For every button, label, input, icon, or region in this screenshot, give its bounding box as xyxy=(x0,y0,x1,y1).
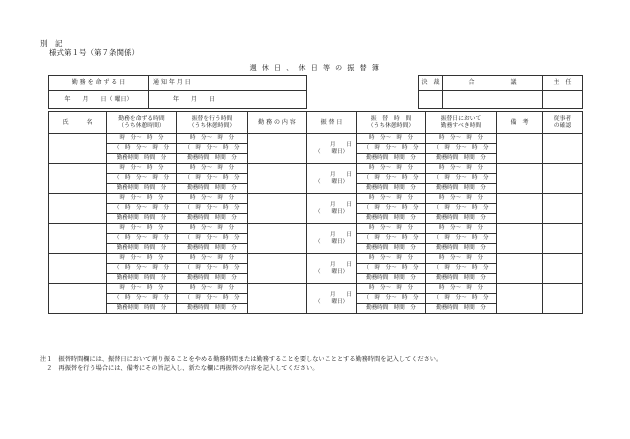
note-2: ２ 再振替を行う場合には、備考にその旨記入し、新たな欄に再振替の内容を記入してください。 xyxy=(40,365,319,372)
transfer-hours-column-header: 振替を行う時間 （うち休憩時間） xyxy=(177,112,248,134)
transfer-period-time-range[interactable]: 時 分～ 時 分 xyxy=(357,164,426,174)
order-time-range[interactable]: 時 分～ 時 分 xyxy=(107,254,177,264)
scheduled-time-range[interactable]: 時 分～ 時 分 xyxy=(426,194,497,204)
scheduled-work-time[interactable]: 勤務時間 時間 分 xyxy=(426,274,497,284)
scheduled-time-range[interactable]: 時 分～ 時 分 xyxy=(426,254,497,264)
order-date-field[interactable]: 年 月 日（ 曜日） xyxy=(49,91,149,109)
transfer-period-break-range[interactable]: （ 時 分～ 時 分 xyxy=(357,264,426,274)
scheduled-time-range[interactable]: 時 分～ 時 分 xyxy=(426,164,497,174)
transfer-work-time[interactable]: 勤務時間 時間 分 xyxy=(177,274,248,284)
consult-label: 合 議 xyxy=(443,76,543,91)
transfer-time-column-header: 振 替 時 間 （うち休憩時間） xyxy=(357,112,426,134)
order-work-time[interactable]: 勤務時間 時間 分 xyxy=(107,244,177,254)
transfer-time-range[interactable]: 時 分～ 時 分 xyxy=(177,254,248,264)
transfer-work-time[interactable]: 勤務時間 時間 分 xyxy=(177,184,248,194)
scheduled-work-time[interactable]: 勤務時間 時間 分 xyxy=(426,244,497,254)
transfer-day-date: 月 日 xyxy=(329,142,352,148)
work-content-column-header: 勤 務 の 内 容 xyxy=(248,112,307,134)
transfer-day-date: 月 日 xyxy=(329,232,352,238)
transfer-period-break-range[interactable]: （ 時 分～ 時 分 xyxy=(357,294,426,304)
transfer-day-cell[interactable] xyxy=(307,224,357,254)
consult-stamp-cell[interactable] xyxy=(443,91,543,109)
transfer-day-date: 月 日 xyxy=(329,262,352,268)
transfer-period-work-time[interactable]: 勤務時間 時間 分 xyxy=(357,154,426,164)
entry-row xyxy=(49,284,583,294)
annex-label: 別 記 xyxy=(40,39,63,48)
transfer-work-time[interactable]: 勤務時間 時間 分 xyxy=(177,244,248,254)
transfer-time-range[interactable]: 時 分～ 時 分 xyxy=(177,194,248,204)
order-break-range[interactable]: （ 時 分～ 時 分 xyxy=(107,204,177,214)
transfer-break-range[interactable]: （ 時 分～ 時 分 xyxy=(177,204,248,214)
entry-row xyxy=(49,164,583,174)
transfer-day-cell[interactable] xyxy=(307,134,357,164)
transfer-period-time-range[interactable]: 時 分～ 時 分 xyxy=(357,134,426,144)
transfer-day-date: 月 日 xyxy=(329,172,352,178)
approval-table xyxy=(418,75,583,109)
name-cell[interactable] xyxy=(49,194,107,224)
remarks-cell[interactable] xyxy=(497,164,543,194)
order-work-time[interactable]: 勤務時間 時間 分 xyxy=(107,304,177,314)
transfer-day-weekday: （ 曜日） xyxy=(314,178,348,185)
work-content-cell[interactable] xyxy=(248,194,307,224)
order-time-range[interactable]: 時 分～ 時 分 xyxy=(107,284,177,294)
transfer-period-break-range[interactable]: （ 時 分～ 時 分 xyxy=(357,144,426,154)
order-header-table xyxy=(48,75,307,109)
remarks-column-header: 備 考 xyxy=(497,112,543,134)
order-break-range[interactable]: （ 時 分～ 時 分 xyxy=(107,294,177,304)
transfer-period-break-range[interactable]: （ 時 分～ 時 分 xyxy=(357,234,426,244)
transfer-day-cell[interactable] xyxy=(307,194,357,224)
remarks-cell[interactable] xyxy=(497,224,543,254)
remarks-cell[interactable] xyxy=(497,194,543,224)
scheduled-time-range[interactable]: 時 分～ 時 分 xyxy=(426,224,497,234)
transfer-day-cell[interactable] xyxy=(307,284,357,314)
transfer-break-range[interactable]: （ 時 分～ 時 分 xyxy=(177,294,248,304)
scheduled-break-range[interactable]: （ 時 分～ 時 分 xyxy=(426,174,497,184)
name-cell[interactable] xyxy=(49,284,107,314)
order-work-time[interactable]: 勤務時間 時間 分 xyxy=(107,154,177,164)
notice-date-header: 通 知 年 月 日 xyxy=(149,76,307,91)
transfer-time-range[interactable]: 時 分～ 時 分 xyxy=(177,134,248,144)
transfer-break-range[interactable]: （ 時 分～ 時 分 xyxy=(177,174,248,184)
transfer-day-date: 月 日 xyxy=(329,202,352,208)
name-cell[interactable] xyxy=(49,254,107,284)
transfer-day-column-header: 振 替 日 xyxy=(307,112,357,134)
header-row xyxy=(49,112,583,134)
entry-row xyxy=(49,134,583,144)
name-column-header: 氏 名 xyxy=(49,112,107,134)
form-number-label: 様式第１号（第７条関係） xyxy=(49,48,139,57)
approval-stamp-cell[interactable] xyxy=(419,91,443,109)
remarks-cell[interactable] xyxy=(497,254,543,284)
scheduled-work-time[interactable]: 勤務時間 時間 分 xyxy=(426,214,497,224)
transfer-day-weekday: （ 曜日） xyxy=(314,148,348,155)
notice-date-field[interactable]: 年 月 日 xyxy=(149,91,307,109)
order-time-range[interactable]: 時 分～ 時 分 xyxy=(107,194,177,204)
chief-stamp-cell[interactable] xyxy=(543,91,583,109)
confirm-cell[interactable] xyxy=(543,134,583,164)
transfer-break-range[interactable]: （ 時 分～ 時 分 xyxy=(177,144,248,154)
transfer-period-time-range[interactable]: 時 分～ 時 分 xyxy=(357,254,426,264)
work-content-cell[interactable] xyxy=(248,164,307,194)
scheduled-break-range[interactable]: （ 時 分～ 時 分 xyxy=(426,264,497,274)
order-hours-column-header: 勤務を命ずる時間 （うち休憩時間） xyxy=(107,112,177,134)
order-date-header: 勤 務 を 命 ず る 日 xyxy=(49,76,149,91)
name-cell[interactable] xyxy=(49,164,107,194)
transfer-period-break-range[interactable]: （ 時 分～ 時 分 xyxy=(357,174,426,184)
transfer-day-weekday: （ 曜日） xyxy=(314,268,348,275)
entry-row xyxy=(49,194,583,204)
entry-row xyxy=(49,254,583,264)
order-work-time[interactable]: 勤務時間 時間 分 xyxy=(107,184,177,194)
work-content-cell[interactable] xyxy=(248,254,307,284)
transfer-time-range[interactable]: 時 分～ 時 分 xyxy=(177,224,248,234)
note-1: 注１ 振替時間欄には、振替日において割り振ることをやめる勤務時間または勤務することを要しないこととする勤務時間を記入してください。 xyxy=(40,356,443,363)
approval-label: 決 裁 xyxy=(419,76,443,91)
work-on-transfer-column-header: 振替日において 勤務すべき時間 xyxy=(426,112,497,134)
order-work-time[interactable]: 勤務時間 時間 分 xyxy=(107,274,177,284)
confirm-cell[interactable] xyxy=(543,254,583,284)
transfer-period-work-time[interactable]: 勤務時間 時間 分 xyxy=(357,244,426,254)
remarks-cell[interactable] xyxy=(497,284,543,314)
scheduled-work-time[interactable]: 勤務時間 時間 分 xyxy=(426,304,497,314)
work-content-cell[interactable] xyxy=(248,134,307,164)
work-content-cell[interactable] xyxy=(248,224,307,254)
confirm-column-header: 従事者 の確認 xyxy=(543,112,583,134)
transfer-day-weekday: （ 曜日） xyxy=(314,238,348,245)
order-break-range[interactable]: （ 時 分～ 時 分 xyxy=(107,234,177,244)
order-break-range[interactable]: （ 時 分～ 時 分 xyxy=(107,144,177,154)
remarks-cell[interactable] xyxy=(497,134,543,164)
transfer-work-time[interactable]: 勤務時間 時間 分 xyxy=(177,304,248,314)
transfer-period-time-range[interactable]: 時 分～ 時 分 xyxy=(357,284,426,294)
transfer-day-cell[interactable] xyxy=(307,164,357,194)
document-title: 週 休 日 、 休 日 等 の 振 替 簿 xyxy=(249,64,381,72)
transfer-day-date: 月 日 xyxy=(329,292,352,298)
transfer-period-work-time[interactable]: 勤務時間 時間 分 xyxy=(357,184,426,194)
chief-label: 主 任 xyxy=(543,76,583,91)
transfer-day-cell[interactable] xyxy=(307,254,357,284)
transfer-day-weekday: （ 曜日） xyxy=(314,208,348,215)
transfer-period-time-range[interactable]: 時 分～ 時 分 xyxy=(357,194,426,204)
transfer-period-break-range[interactable]: （ 時 分～ 時 分 xyxy=(357,204,426,214)
scheduled-time-range[interactable]: 時 分～ 時 分 xyxy=(426,284,497,294)
transfer-day-weekday: （ 曜日） xyxy=(314,298,348,305)
scheduled-break-range[interactable]: （ 時 分～ 時 分 xyxy=(426,234,497,244)
order-time-range[interactable]: 時 分～ 時 分 xyxy=(107,134,177,144)
transfer-register-table xyxy=(48,111,583,314)
confirm-cell[interactable] xyxy=(543,224,583,254)
transfer-time-range[interactable]: 時 分～ 時 分 xyxy=(177,284,248,294)
transfer-work-time[interactable]: 勤務時間 時間 分 xyxy=(177,214,248,224)
order-time-range[interactable]: 時 分～ 時 分 xyxy=(107,224,177,234)
scheduled-break-range[interactable]: （ 時 分～ 時 分 xyxy=(426,294,497,304)
scheduled-time-range[interactable]: 時 分～ 時 分 xyxy=(426,134,497,144)
transfer-break-range[interactable]: （ 時 分～ 時 分 xyxy=(177,264,248,274)
scheduled-break-range[interactable]: （ 時 分～ 時 分 xyxy=(426,204,497,214)
transfer-period-time-range[interactable]: 時 分～ 時 分 xyxy=(357,224,426,234)
transfer-period-work-time[interactable]: 勤務時間 時間 分 xyxy=(357,274,426,284)
order-break-range[interactable]: （ 時 分～ 時 分 xyxy=(107,264,177,274)
confirm-cell[interactable] xyxy=(543,194,583,224)
name-cell[interactable] xyxy=(49,224,107,254)
transfer-work-time[interactable]: 勤務時間 時間 分 xyxy=(177,154,248,164)
transfer-time-range[interactable]: 時 分～ 時 分 xyxy=(177,164,248,174)
name-cell[interactable] xyxy=(49,134,107,164)
work-content-cell[interactable] xyxy=(248,284,307,314)
order-break-range[interactable]: （ 時 分～ 時 分 xyxy=(107,174,177,184)
transfer-period-work-time[interactable]: 勤務時間 時間 分 xyxy=(357,214,426,224)
confirm-cell[interactable] xyxy=(543,284,583,314)
scheduled-work-time[interactable]: 勤務時間 時間 分 xyxy=(426,154,497,164)
transfer-break-range[interactable]: （ 時 分～ 時 分 xyxy=(177,234,248,244)
order-time-range[interactable]: 時 分～ 時 分 xyxy=(107,164,177,174)
entry-row xyxy=(49,224,583,234)
order-work-time[interactable]: 勤務時間 時間 分 xyxy=(107,214,177,224)
scheduled-work-time[interactable]: 勤務時間 時間 分 xyxy=(426,184,497,194)
confirm-cell[interactable] xyxy=(543,164,583,194)
scheduled-break-range[interactable]: （ 時 分～ 時 分 xyxy=(426,144,497,154)
transfer-period-work-time[interactable]: 勤務時間 時間 分 xyxy=(357,304,426,314)
